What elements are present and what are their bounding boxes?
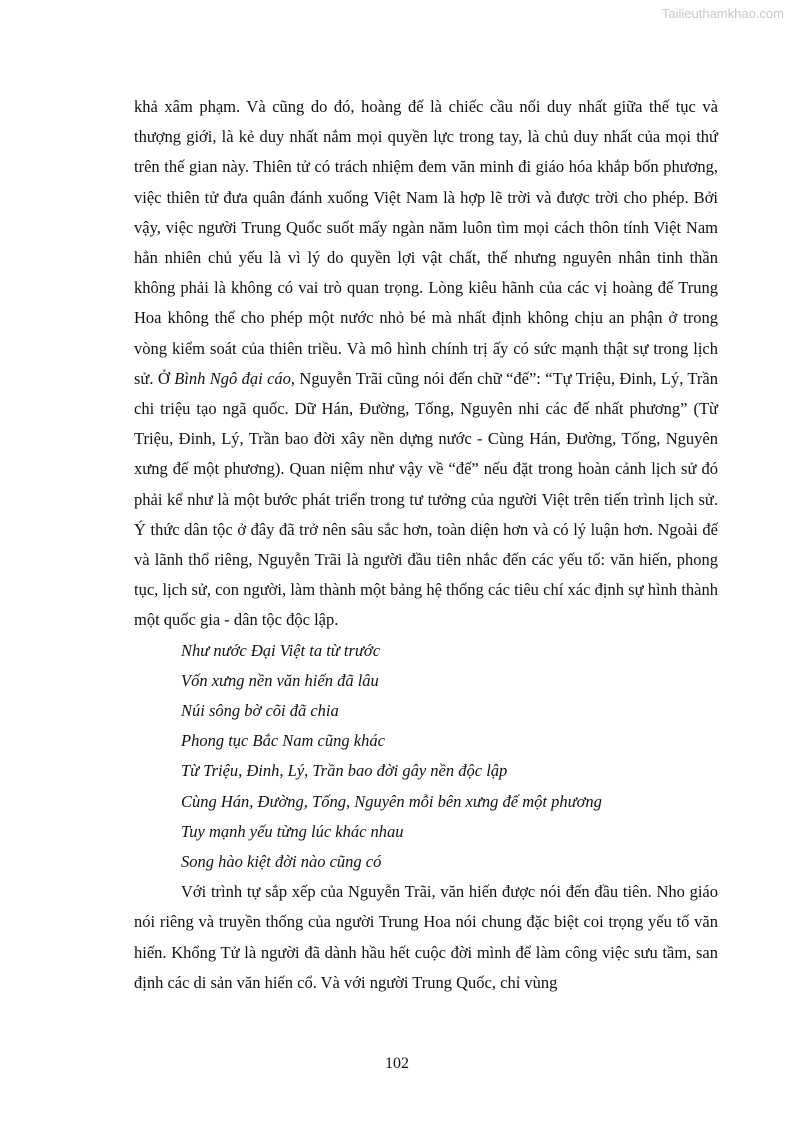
poem-line: Từ Triệu, Đinh, Lý, Trần bao đời gây nền độc lập bbox=[181, 761, 508, 781]
paragraph-1-text-before: khả xâm phạm. Và cũng do đó, hoàng đế là chiếc cầu nối duy nhất giữa thế tục và thượng giới, là kẻ duy nhất nắm mọi quyền lực trong tay, là chủ duy nhất của mọi thứ trên thế gian này. Thiên tử có trách nhiệm đem văn minh đi giáo hóa khắp bốn phương, việc thiên tử đưa quân đánh xuống Việt Nam là hợp lẽ trời và được trời cho phép. Bởi vậy, việc người Trung Quốc suốt mấy ngàn năm luôn tìm mọi cách thôn tính Việt Nam hẳn nhiên chủ yếu là vì lý do quyền lợi vật chất, thế nhưng nguyên nhân tinh thần không phải là không có vai trò quan trọng. Lòng kiêu hãnh của các vị hoàng đế Trung Hoa không thể cho phép một nước nhỏ bé mà nhất định không chịu an phận ở trong vòng kiểm soát của thiên triều. Và mô hình chính trị ấy có sức mạnh thật sự trong lịch sử. Ở bbox=[134, 97, 718, 388]
paragraph-2: Với trình tự sắp xếp của Nguyễn Trãi, văn hiến được nói đến đầu tiên. Nho giáo nói riêng và truyền thống của người Trung Hoa nói chung đặc biệt coi trọng yếu tố văn hiến. Khổng Tử là người đã dành hầu hết cuộc đời mình để làm công việc sưu tầm, san định các di sản văn hiến cổ. Và với người Trung Quốc, chỉ vùng bbox=[134, 882, 718, 992]
poem-line: Phong tục Bắc Nam cũng khác bbox=[181, 731, 385, 751]
book-title-italic: Bình Ngô đại cáo, bbox=[174, 368, 296, 388]
poem-line: Song hào kiệt đời nào cũng có bbox=[181, 852, 382, 872]
paragraph-1 bbox=[134, 92, 718, 636]
watermark: Tailieuthamkhao.com bbox=[661, 6, 784, 21]
page-number: 102 bbox=[385, 1055, 409, 1072]
page-body bbox=[134, 92, 718, 998]
poem-line: Núi sông bờ cõi đã chia bbox=[181, 701, 339, 721]
poem-line: Cùng Hán, Đường, Tống, Nguyên mỗi bên xưng đế một phương bbox=[181, 791, 602, 811]
poem-block bbox=[134, 636, 718, 878]
poem-line: Vốn xưng nền văn hiến đã lâu bbox=[181, 670, 379, 690]
paragraph-1-text-after: Nguyễn Trãi cũng nói đến chữ “đế”: “Tự Triệu, Đinh, Lý, Trần chi triệu tạo ngã quốc. Dữ Hán, Đường, Tống, Nguyên nhi các đế nhất phương” (Từ Triệu, Đinh, Lý, Trần bao đời xây nền dựng nước - Cùng Hán, Đường, Tống, Nguyên xưng đế một phương). Quan niệm như vậy về “đế” nếu đặt trong hoàn cảnh lịch sử đó phải kể như là một bước phát triển trong tư tưởng của người Việt trên tiến trình lịch sử. Ý thức dân tộc ở đây đã trở nên sâu sắc hơn, toàn diện hơn và có lý luận hơn. Ngoài đế và lãnh thổ riêng, Nguyễn Trãi là người đầu tiên nhắc đến các yếu tố: văn hiến, phong tục, lịch sử, con người, làm thành một bảng hệ thống các tiêu chí xác định sự hình thành một quốc gia - dân tộc độc lập. bbox=[134, 368, 718, 630]
poem-line: Như nước Đại Việt ta từ trước bbox=[181, 640, 381, 660]
poem-line: Tuy mạnh yếu từng lúc khác nhau bbox=[181, 821, 404, 841]
